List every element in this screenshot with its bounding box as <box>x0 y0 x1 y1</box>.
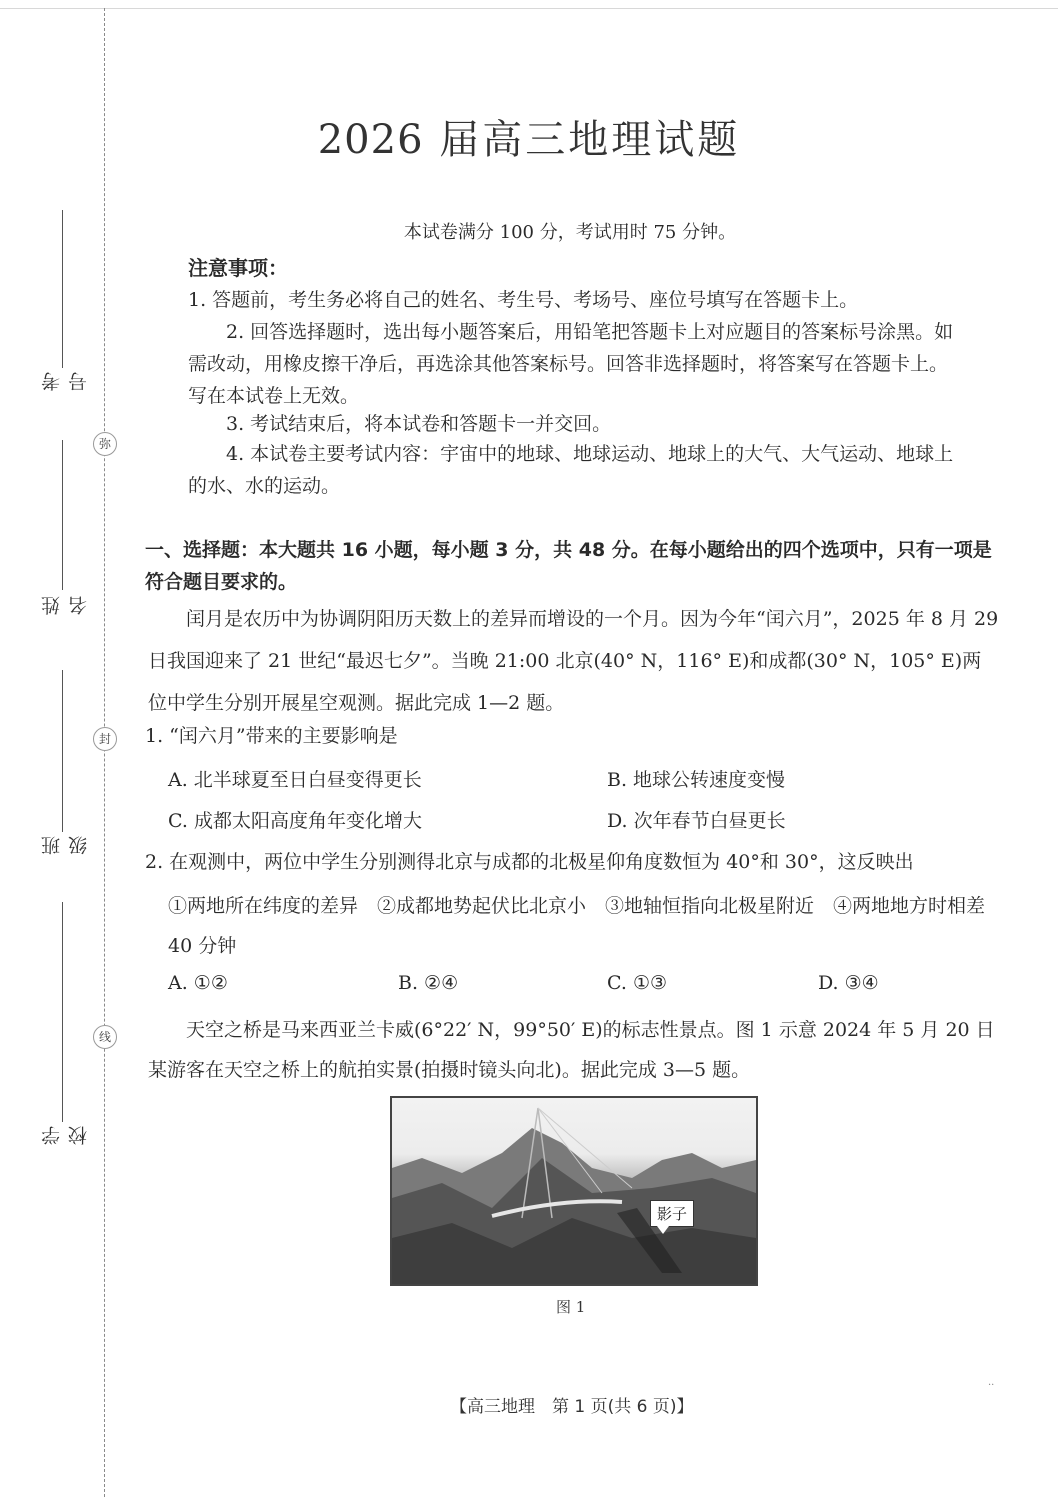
school-label: 学校 <box>41 1122 90 1145</box>
passage-1: 闰月是农历中为协调阴阳历天数上的差异而增设的一个月。因为今年“闰六月”，2025 年 8 月 29 日我国迎来了 21 世纪“最迟七夕”。当晚 21:00 北京(40° N，116° E)和成都(30° N，105° E)两位中学生分别开展星空观测。据此完成 1—2 题。 <box>148 608 999 714</box>
question-2-statements: ①两地所在纬度的差异 ②成都地势起伏比北京小 ③地轴恒指向北极星附近 ④两地地方时相差 40 分钟 <box>168 895 986 957</box>
school-line <box>62 902 63 1122</box>
seal-mark-feng: 封 <box>93 727 117 751</box>
q2-option-d[interactable]: D. ③④ <box>818 972 879 994</box>
exam-info: 本试卷满分 100 分，考试用时 75 分钟。 <box>403 222 737 243</box>
q1-option-d[interactable]: D. 次年春节白昼更长 <box>607 810 786 832</box>
corner-mark: ·· <box>988 1380 995 1391</box>
notice-item-4: 4. 本试卷主要考试内容：宇宙中的地球、地球运动、地球上的大气、大气运动、地球上的水、水的运动。 <box>188 443 954 497</box>
exam-number-label: 考号 <box>41 368 90 391</box>
seal-mark-xian: 线 <box>93 1025 117 1049</box>
seal-mark-mi: 弥 <box>93 432 117 456</box>
title-year: 2026 <box>317 117 424 163</box>
figure-1-sky-bridge-photo <box>390 1096 758 1286</box>
mountain-bridge-illustration <box>392 1098 756 1284</box>
q1-option-a[interactable]: A. 北半球夏至日白昼变得更长 <box>168 769 422 791</box>
title-text: 届高三地理试题 <box>439 117 741 163</box>
section-1-heading: 一、选择题：本大题共 16 小题，每小题 3 分，共 48 分。在每小题给出的四个选项中，只有一项是符合题目要求的。 <box>145 539 992 593</box>
question-2-stem: 2. 在观测中，两位中学生分别测得北京与成都的北极星仰角度数恒为 40°和 30°，这反映出 <box>145 851 914 873</box>
q2-option-c[interactable]: C. ①③ <box>607 972 668 994</box>
class-label: 班级 <box>41 832 90 855</box>
page-top-edge <box>0 8 1058 9</box>
q2-option-b[interactable]: B. ②④ <box>398 972 459 994</box>
page-title <box>0 108 1058 165</box>
notice-item-1: 1. 答题前，考生务必将自己的姓名、考生号、考场号、座位号填写在答题卡上。 <box>188 289 859 311</box>
figure-1-caption: 图 1 <box>556 1298 586 1316</box>
passage-2: 天空之桥是马来西亚兰卡威(6°22′ N，99°50′ E)的标志性景点。图 1 示意 2024 年 5 月 20 日某游客在天空之桥上的航拍实景(拍摄时镜头向北)。据此完成 3—5 题。 <box>148 1019 995 1081</box>
question-1-stem: 1. “闰六月”带来的主要影响是 <box>145 725 398 747</box>
name-line <box>62 440 63 590</box>
notice-heading: 注意事项： <box>188 256 288 280</box>
q1-option-b[interactable]: B. 地球公转速度变慢 <box>607 769 786 791</box>
q2-option-a[interactable]: A. ①② <box>168 972 228 994</box>
page-footer: 【高三地理 第 1 页(共 6 页)】 <box>450 1397 694 1417</box>
notice-item-2: 2. 回答选择题时，选出每小题答案后，用铅笔把答题卡上对应题目的答案标号涂黑。如需改动，用橡皮擦干净后，再选涂其他答案标号。回答非选择题时，将答案写在答题卡上。写在本试卷上无效。 <box>188 321 954 407</box>
q1-option-c[interactable]: C. 成都太阳高度角年变化增大 <box>168 810 422 832</box>
name-label: 姓名 <box>41 592 90 615</box>
notice-item-3: 3. 考试结束后，将本试卷和答题卡一并交回。 <box>226 413 612 435</box>
class-line <box>62 670 63 832</box>
shadow-label: 影子 <box>650 1200 694 1227</box>
